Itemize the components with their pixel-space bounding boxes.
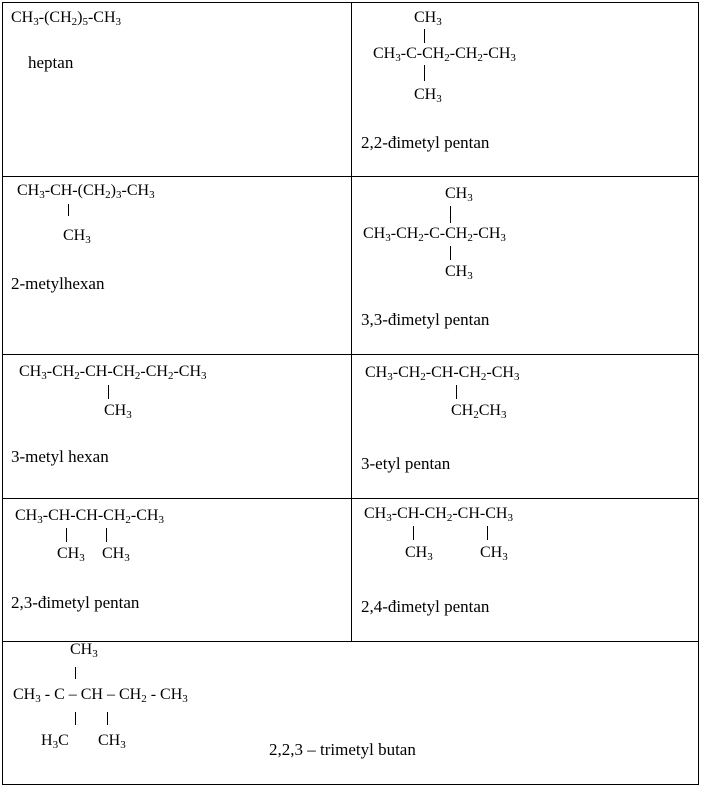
formula-bottom-group: $CH_3$	[102, 545, 130, 564]
formula-top-group: $CH_3$	[414, 9, 442, 28]
compound-name: 2,2-đimetyl pentan	[361, 133, 490, 152]
structural-formula: $CH_3-CH-(CH_2)_3-CH_3$	[17, 182, 155, 201]
compound-name: 3,3-đimetyl pentan	[361, 310, 490, 329]
formula-bottom-group: $CH_2CH_3$	[451, 402, 507, 421]
formula-bottom-group: $CH_3$	[63, 227, 91, 246]
structural-formula: $CH_3-CH_2-CH-CH_2-CH_3$	[365, 364, 520, 383]
bond-line	[106, 528, 107, 542]
bond-line	[450, 246, 451, 260]
structural-formula: $CH_3-CH_2-C-CH_2-CH_3$	[363, 225, 506, 244]
structural-formula: $CH_3-C-CH_2-CH_2-CH_3$	[373, 45, 516, 64]
compound-name: heptan	[28, 53, 74, 72]
formula-bottom-group: $CH_3$	[414, 86, 442, 105]
formula-bottom-group: $CH_3$	[480, 544, 508, 563]
formula-bottom-group: $CH_3$	[57, 545, 85, 564]
bond-line	[108, 385, 109, 399]
compound-name: 2,2,3 – trimetyl butan	[269, 740, 416, 759]
formula-bottom-group: $CH_3$	[405, 544, 433, 563]
formula-bottom-group: $H_3C$	[41, 732, 69, 751]
bond-line	[450, 206, 451, 223]
compound-name: 2,4-đimetyl pentan	[361, 597, 490, 616]
table-cell	[2, 2, 352, 177]
formula-top-group: $CH_3$	[70, 641, 98, 660]
compound-name: 2-metylhexan	[11, 274, 105, 293]
bond-line	[107, 712, 108, 725]
formula-bottom-group: $CH_3$	[445, 263, 473, 282]
compound-name: 3-etyl pentan	[361, 454, 451, 473]
formula-top-group: $CH_3$	[445, 185, 473, 204]
compound-name: 2,3-đimetyl pentan	[11, 593, 140, 612]
bond-line	[413, 526, 414, 540]
structural-formula: $CH_3$ - C – CH – $CH_2 - CH_3$	[13, 686, 188, 705]
formula-bottom-group: $CH_3$	[98, 732, 126, 751]
formula-bottom-group: $CH_3$	[104, 402, 132, 421]
bond-line	[75, 667, 76, 679]
structural-formula: $CH_3-CH-CH_2-CH-CH_3$	[364, 505, 513, 524]
structural-formula: $CH_3-(CH_2)_5-CH_3$	[11, 9, 122, 28]
bond-line	[424, 29, 425, 43]
bond-line	[424, 65, 425, 81]
table-cell	[2, 176, 352, 355]
bond-line	[68, 204, 69, 216]
bond-line	[75, 712, 76, 725]
structural-formula: $CH_3-CH-CH-CH_2-CH_3$	[15, 507, 164, 526]
bond-line	[456, 385, 457, 399]
bond-line	[66, 528, 67, 542]
structural-formula: $CH_3-CH_2-CH-CH_2-CH_2-CH_3$	[19, 363, 207, 382]
compound-name: 3-metyl hexan	[11, 447, 109, 466]
bond-line	[487, 526, 488, 540]
